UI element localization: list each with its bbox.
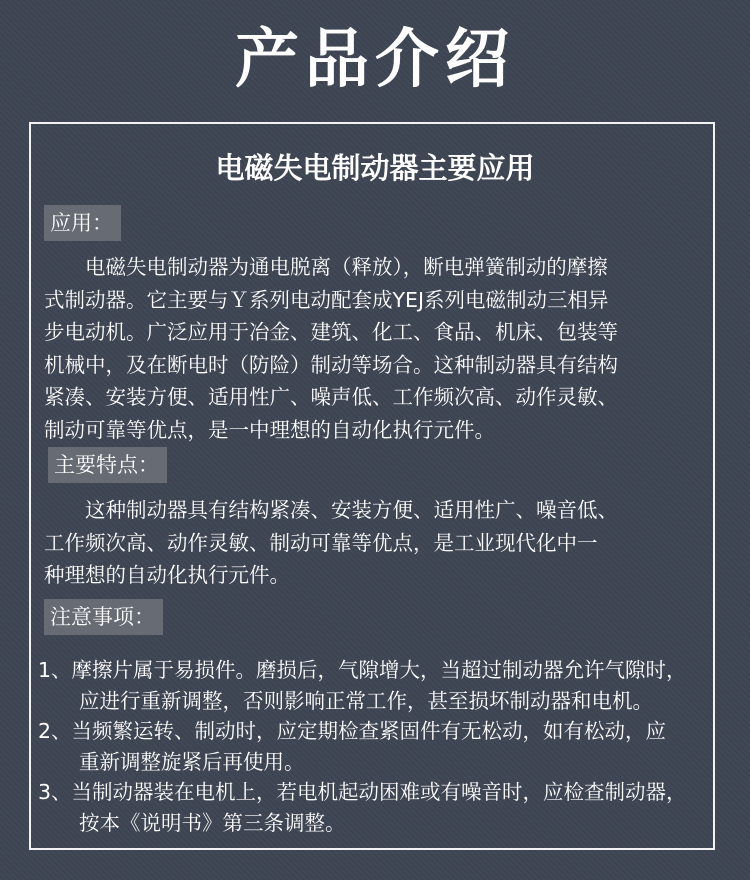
note-line: 1、摩擦片属于易损件。磨损后，气隙增大，当超过制动器允许气隙时， [38, 658, 687, 682]
text-line: 机械中，及在断电时（防险）制动等场合。这种制动器具有结构 [44, 352, 618, 377]
note-line: 重新调整旋紧后再使用。 [38, 749, 305, 774]
application-label: 应用： [44, 205, 121, 241]
notes-label: 注意事项： [44, 599, 163, 635]
text-line: 步电动机。广泛应用于冶金、建筑、化工、食品、机床、包装等 [44, 320, 618, 344]
text-line: 紧凑、安装方便、适用性广、噪声低、工作频次高、动作灵敏、 [44, 385, 618, 409]
note-line: 2、当频繁运转、制动时，应定期检查紧固件有无松动，如有松动，应 [38, 719, 667, 743]
note-line: 应进行重新调整，否则影响正常工作，甚至损坏制动器和电机。 [38, 688, 653, 713]
text-line: 式制动器。它主要与Ｙ系列电动配套成YEJ系列电磁制动三相异 [44, 287, 609, 312]
notes-text [38, 655, 718, 838]
section-subtitle: 电磁失电制动器主要应用 [215, 151, 535, 185]
text-line: 制动可靠等优点，是一中理想的自动化执行元件。 [44, 417, 495, 442]
features-label: 主要特点： [48, 447, 167, 483]
text-line: 工作频次高、动作灵敏、制动可靠等优点，是工业现代化中一 [44, 530, 598, 555]
note-line: 3、当制动器装在电机上，若电机起动困难或有噪音时，应检查制动器， [38, 780, 687, 804]
page-title: 产品介绍 [235, 23, 515, 97]
text-line: 种理想的自动化执行元件。 [44, 563, 290, 587]
text-line: 这种制动器具有结构紧凑、安装方便、适用性广、噪音低、 [44, 498, 618, 522]
application-text [44, 251, 714, 446]
note-line: 按本《说明书》第三条调整。 [38, 810, 346, 835]
features-text [44, 494, 714, 592]
text-line: 电磁失电制动器为通电脱离（释放），断电弹簧制动的摩擦 [44, 255, 608, 279]
